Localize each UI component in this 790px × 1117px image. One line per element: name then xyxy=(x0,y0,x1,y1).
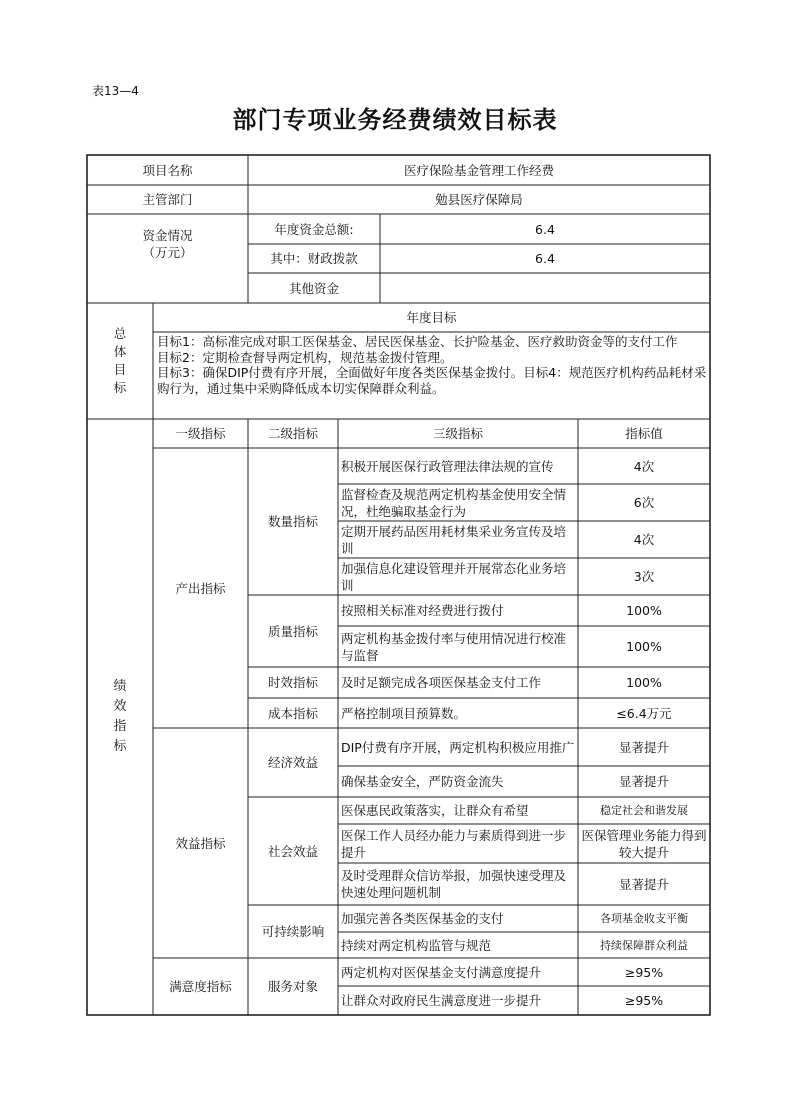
level3-item: 监督检查及规范两定机构基金使用安全情况，杜绝骗取基金行为 xyxy=(341,486,567,519)
project-name-value: 医疗保险基金管理工作经费 xyxy=(403,162,554,178)
indicator-value: 4次 xyxy=(633,458,655,474)
page-title: 部门专项业务经费绩效目标表 xyxy=(232,106,558,134)
level3-item: 严格控制项目预算数。 xyxy=(341,705,467,721)
indicator-value: 医保管理业务能力得到较大提升 xyxy=(581,827,707,860)
total-funds-label: 年度资金总额: xyxy=(274,221,354,237)
level2-timeliness: 时效指标 xyxy=(267,675,318,690)
side-char: 指 xyxy=(113,719,127,734)
annual-goals-heading: 年度目标 xyxy=(406,310,457,325)
level3-item: 持续对两定机构监管与规范 xyxy=(341,937,492,953)
level3-item: 加强完善各类医保基金的支付 xyxy=(341,911,504,926)
funds-label-line2: （万元） xyxy=(142,245,193,260)
indicator-value: 显著提升 xyxy=(618,739,669,755)
col-header-level1: 一级指标 xyxy=(175,426,226,441)
indicator-value: ≥95% xyxy=(624,993,664,1008)
indicator-value: 显著提升 xyxy=(618,774,669,789)
level2-service: 服务对象 xyxy=(267,979,318,994)
side-char: 体 xyxy=(113,344,127,359)
indicator-value: 显著提升 xyxy=(618,876,669,892)
side-char: 目 xyxy=(113,362,127,377)
side-char: 总 xyxy=(113,326,127,341)
indicator-value: 稳定社会和谐发展 xyxy=(600,804,688,817)
annual-goals-text xyxy=(157,334,707,396)
other-funds-label: 其他资金 xyxy=(288,280,339,296)
indicator-value: 100% xyxy=(626,675,662,690)
funds-label-line1: 资金情况 xyxy=(142,228,193,243)
indicator-value: 各项基金收支平衡 xyxy=(600,912,688,925)
side-char: 效 xyxy=(113,699,127,714)
col-header-level3: 三级指标 xyxy=(432,426,483,441)
level3-item: 定期开展药品医用耗材集采业务宣传及培训 xyxy=(341,523,567,556)
indicator-value: 6次 xyxy=(633,495,655,510)
indicator-value: ≤6.4万元 xyxy=(616,705,672,721)
level1-benefit: 效益指标 xyxy=(175,835,226,851)
level3-item: DIP付费有序开展，两定机构积极应用推广 xyxy=(341,739,575,755)
level3-item: 及时受理群众信访举报，加强快速受理及快速处理问题机制 xyxy=(341,868,567,900)
goal-2: 目标2：定期检查督导两定机构，规范基金拨付管理。 xyxy=(157,349,453,365)
finance-label: 其中：财政拨款 xyxy=(270,251,358,266)
project-name-label: 项目名称 xyxy=(142,162,193,178)
level3-item: 加强信息化建设管理并开展常态化业务培训 xyxy=(341,560,567,593)
table-number: 表13—4 xyxy=(92,84,139,98)
indicator-value: 3次 xyxy=(633,569,655,584)
other-funds-value xyxy=(380,273,710,303)
level2-quantity: 数量指标 xyxy=(267,514,318,529)
funds-label xyxy=(87,214,248,274)
goal-1: 目标1：高标准完成对职工医保基金、居民医保基金、长护险基金、医疗救助资金等的支付工作 xyxy=(157,334,678,349)
indicator-value: ≥95% xyxy=(624,964,664,980)
dept-value: 勉县医疗保障局 xyxy=(435,192,523,207)
level3-item: 医保惠民政策落实，让群众有希望 xyxy=(341,803,529,818)
overall-goals-side-label xyxy=(87,303,153,419)
side-char: 标 xyxy=(113,739,127,754)
col-header-value: 指标值 xyxy=(625,426,663,441)
indicator-value: 4次 xyxy=(633,532,655,547)
level2-cost: 成本指标 xyxy=(267,705,318,721)
goal-3: 目标3：确保DIP付费有序开展，全面做好年度各类医保基金拨付。目标4：规范医疗机构药品耗材采购行为，通过集中采购降低成本切实保障群众利益。 xyxy=(157,365,707,396)
level1-output: 产出指标 xyxy=(175,580,226,596)
indicator-value: 100% xyxy=(626,639,662,654)
performance-side-label xyxy=(87,419,153,1015)
level1-satisfaction: 满意度指标 xyxy=(169,979,232,994)
total-funds-value: 6.4 xyxy=(535,221,555,237)
side-char: 绩 xyxy=(113,679,127,694)
level2-quality: 质量指标 xyxy=(267,623,318,639)
level3-item: 两定机构基金拨付率与使用情况进行校准与监督 xyxy=(341,630,567,663)
level2-sustainable: 可持续影响 xyxy=(261,924,325,939)
level3-item: 及时足额完成各项医保基金支付工作 xyxy=(341,675,542,690)
level3-item: 按照相关标准对经费进行拨付 xyxy=(341,603,504,618)
level3-item: 医保工作人员经办能力与素质得到进一步提升 xyxy=(341,827,567,860)
level2-social: 社会效益 xyxy=(267,843,318,859)
level3-item: 确保基金安全，严防资金流失 xyxy=(341,774,504,789)
col-header-level2: 二级指标 xyxy=(267,426,318,441)
level3-item: 积极开展医保行政管理法律法规的宣传 xyxy=(341,458,554,474)
dept-label: 主管部门 xyxy=(142,192,193,207)
finance-value: 6.4 xyxy=(535,251,555,266)
level3-item: 让群众对政府民生满意度进一步提升 xyxy=(341,993,542,1008)
indicator-value: 100% xyxy=(626,603,662,618)
level3-item: 两定机构对医保基金支付满意度提升 xyxy=(341,964,542,980)
side-char: 标 xyxy=(113,380,127,395)
indicator-value: 持续保障群众利益 xyxy=(600,938,688,952)
level2-economic: 经济效益 xyxy=(267,755,318,770)
